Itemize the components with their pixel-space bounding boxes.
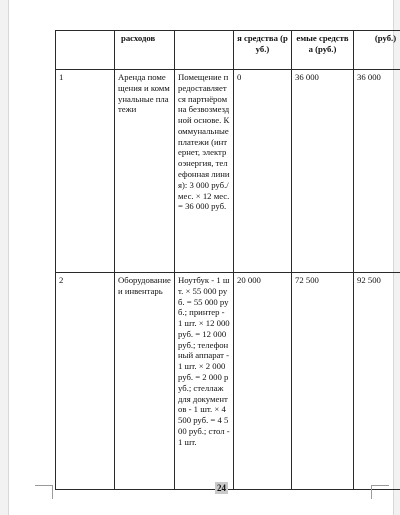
row-requested-funds: 36 000 [292, 70, 354, 273]
crop-mark [371, 485, 389, 486]
header-cell-description [175, 31, 234, 70]
row-own-funds: 20 000 [234, 273, 292, 490]
crop-mark [371, 485, 372, 499]
budget-table [55, 30, 400, 490]
row-total: 36 000 [354, 70, 400, 273]
row-requested-funds: 72 500 [292, 273, 354, 490]
header-cell-own-funds: я средства (руб.) [234, 31, 292, 70]
header-cell-expense-name: расходов [115, 31, 175, 70]
crop-mark [35, 485, 53, 486]
row-description: Помещение предоставляется партнёром на безвозмездной основе. Коммунальные платежи (интернет, электроэнергия, телефонная линия): 3 000 руб./мес. × 12 мес. = 36 000 руб. [175, 70, 234, 273]
page-number: 24 [217, 483, 226, 493]
table-header-row [56, 31, 400, 70]
header-cell-number [56, 31, 115, 70]
header-cell-total: (руб.) [354, 31, 400, 70]
table-row [56, 273, 400, 490]
table-row [56, 70, 400, 273]
row-total: 92 500 [354, 273, 400, 490]
row-expense-name: Оборудование и инвентарь [115, 273, 175, 490]
row-description: Ноутбук - 1 шт. × 55 000 руб. = 55 000 руб.; принтер - 1 шт. × 12 000 руб. = 12 000 руб.; телефонный аппарат - 1 шт. × 2 000 руб. = 2 000 руб.; стеллаж для документов - 1 шт. × 4 500 руб. = 4 500 руб.; стол - 1 шт. [175, 273, 234, 490]
row-expense-name: Аренда помещения и коммунальные платежи [115, 70, 175, 273]
header-cell-requested-funds: емые средства (руб.) [292, 31, 354, 70]
row-number: 2 [56, 273, 115, 490]
crop-mark [52, 485, 53, 499]
row-own-funds: 0 [234, 70, 292, 273]
row-number: 1 [56, 70, 115, 273]
